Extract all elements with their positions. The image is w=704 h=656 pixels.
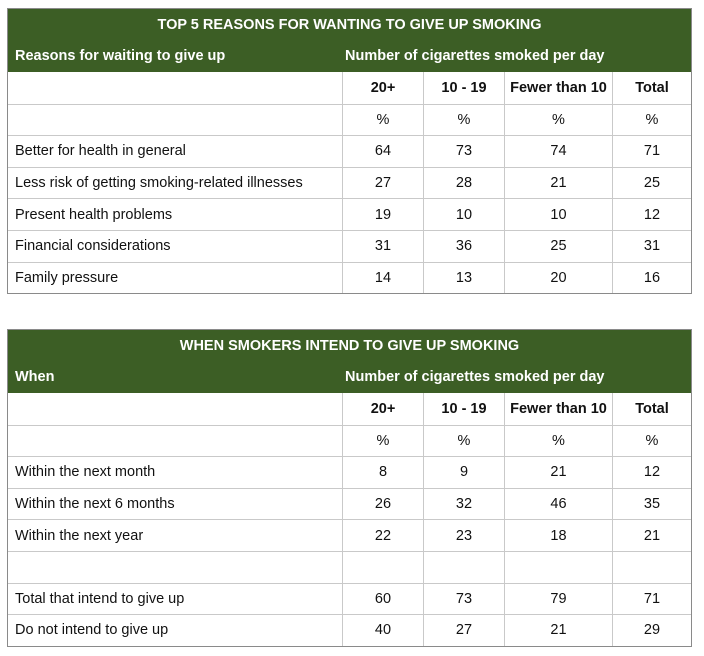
table-row [8,230,691,262]
data-cell: 14 [342,263,423,294]
data-cell: 25 [612,168,691,199]
data-cell: 12 [612,457,691,488]
data-cell: 28 [423,168,504,199]
data-cell: 64 [342,136,423,167]
column-group-label: Number of cigarettes smoked per day [345,369,605,385]
data-cell: 21 [504,615,612,646]
unit-label: % [423,426,504,457]
data-cell: 74 [504,136,612,167]
data-cell: 18 [504,520,612,551]
column-header: 10 - 19 [423,72,504,104]
table-body [8,72,691,293]
row-label: Family pressure [15,269,119,286]
table-row [8,198,691,230]
units-row [8,425,691,457]
data-cell: 46 [504,489,612,520]
column-header: 10 - 19 [423,393,504,425]
data-cell: 22 [342,520,423,551]
row-label: Better for health in general [15,143,186,160]
data-cell: 20 [504,263,612,294]
data-cell [342,552,423,583]
data-cell: 13 [423,263,504,294]
table-title: TOP 5 REASONS FOR WANTING TO GIVE UP SMOKING [157,17,542,33]
data-cell: 25 [504,231,612,262]
data-cell: 27 [342,168,423,199]
column-header-blank [8,72,342,104]
table-row [8,519,691,551]
table-body [8,393,691,646]
data-cell: 21 [504,457,612,488]
data-cell: 26 [342,489,423,520]
row-label: Within the next 6 months [15,496,175,513]
row-label: Total that intend to give up [15,590,185,607]
table-header [8,330,691,393]
row-label: Less risk of getting smoking-related illnesses [15,175,303,192]
column-header: Fewer than 10 [504,393,612,425]
table-row [8,262,691,294]
unit-label: % [504,105,612,136]
data-cell: 10 [423,199,504,230]
data-cell: 23 [423,520,504,551]
row-label [8,552,342,583]
data-cell: 31 [612,231,691,262]
units-blank [8,426,342,457]
row-label: Present health problems [15,206,173,223]
unit-label: % [342,105,423,136]
table-row [8,583,691,615]
table-header [8,9,691,72]
row-label: Do not intend to give up [15,622,169,639]
data-cell: 40 [342,615,423,646]
intent-table [7,329,692,647]
column-header-row [8,72,691,104]
column-header: Total [612,393,691,425]
table-subheader [8,362,691,393]
data-cell: 19 [342,199,423,230]
reasons-table [7,8,692,294]
table-row [8,167,691,199]
data-cell: 71 [612,584,691,615]
column-header: Total [612,72,691,104]
column-group-label: Number of cigarettes smoked per day [345,48,605,64]
units-row [8,104,691,136]
table-row [8,456,691,488]
data-cell: 16 [612,263,691,294]
row-label: Within the next year [15,527,144,544]
unit-label: % [504,426,612,457]
column-header: 20+ [342,393,423,425]
row-header-label: When [15,369,55,385]
data-cell [423,552,504,583]
units-blank [8,105,342,136]
row-label: Financial considerations [15,238,171,255]
unit-label: % [612,426,691,457]
data-cell: 27 [423,615,504,646]
data-cell: 9 [423,457,504,488]
data-cell: 35 [612,489,691,520]
data-cell: 21 [504,168,612,199]
data-cell: 36 [423,231,504,262]
unit-label: % [423,105,504,136]
row-header-label: Reasons for waiting to give up [15,48,226,64]
data-cell: 12 [612,199,691,230]
table-row [8,551,691,583]
data-cell: 73 [423,136,504,167]
table-title: WHEN SMOKERS INTEND TO GIVE UP SMOKING [179,338,520,354]
column-header: 20+ [342,72,423,104]
table-row [8,614,691,646]
unit-label: % [342,426,423,457]
table-row [8,488,691,520]
data-cell: 8 [342,457,423,488]
data-cell: 10 [504,199,612,230]
data-cell: 60 [342,584,423,615]
data-cell: 21 [612,520,691,551]
column-header: Fewer than 10 [504,72,612,104]
data-cell: 71 [612,136,691,167]
data-cell [612,552,691,583]
table-subheader [8,41,691,72]
unit-label: % [612,105,691,136]
data-cell [504,552,612,583]
table-row [8,135,691,167]
data-cell: 31 [342,231,423,262]
data-cell: 32 [423,489,504,520]
row-label: Within the next month [15,464,156,481]
column-header-row [8,393,691,425]
data-cell: 79 [504,584,612,615]
column-header-blank [8,393,342,425]
data-cell: 73 [423,584,504,615]
data-cell: 29 [612,615,691,646]
